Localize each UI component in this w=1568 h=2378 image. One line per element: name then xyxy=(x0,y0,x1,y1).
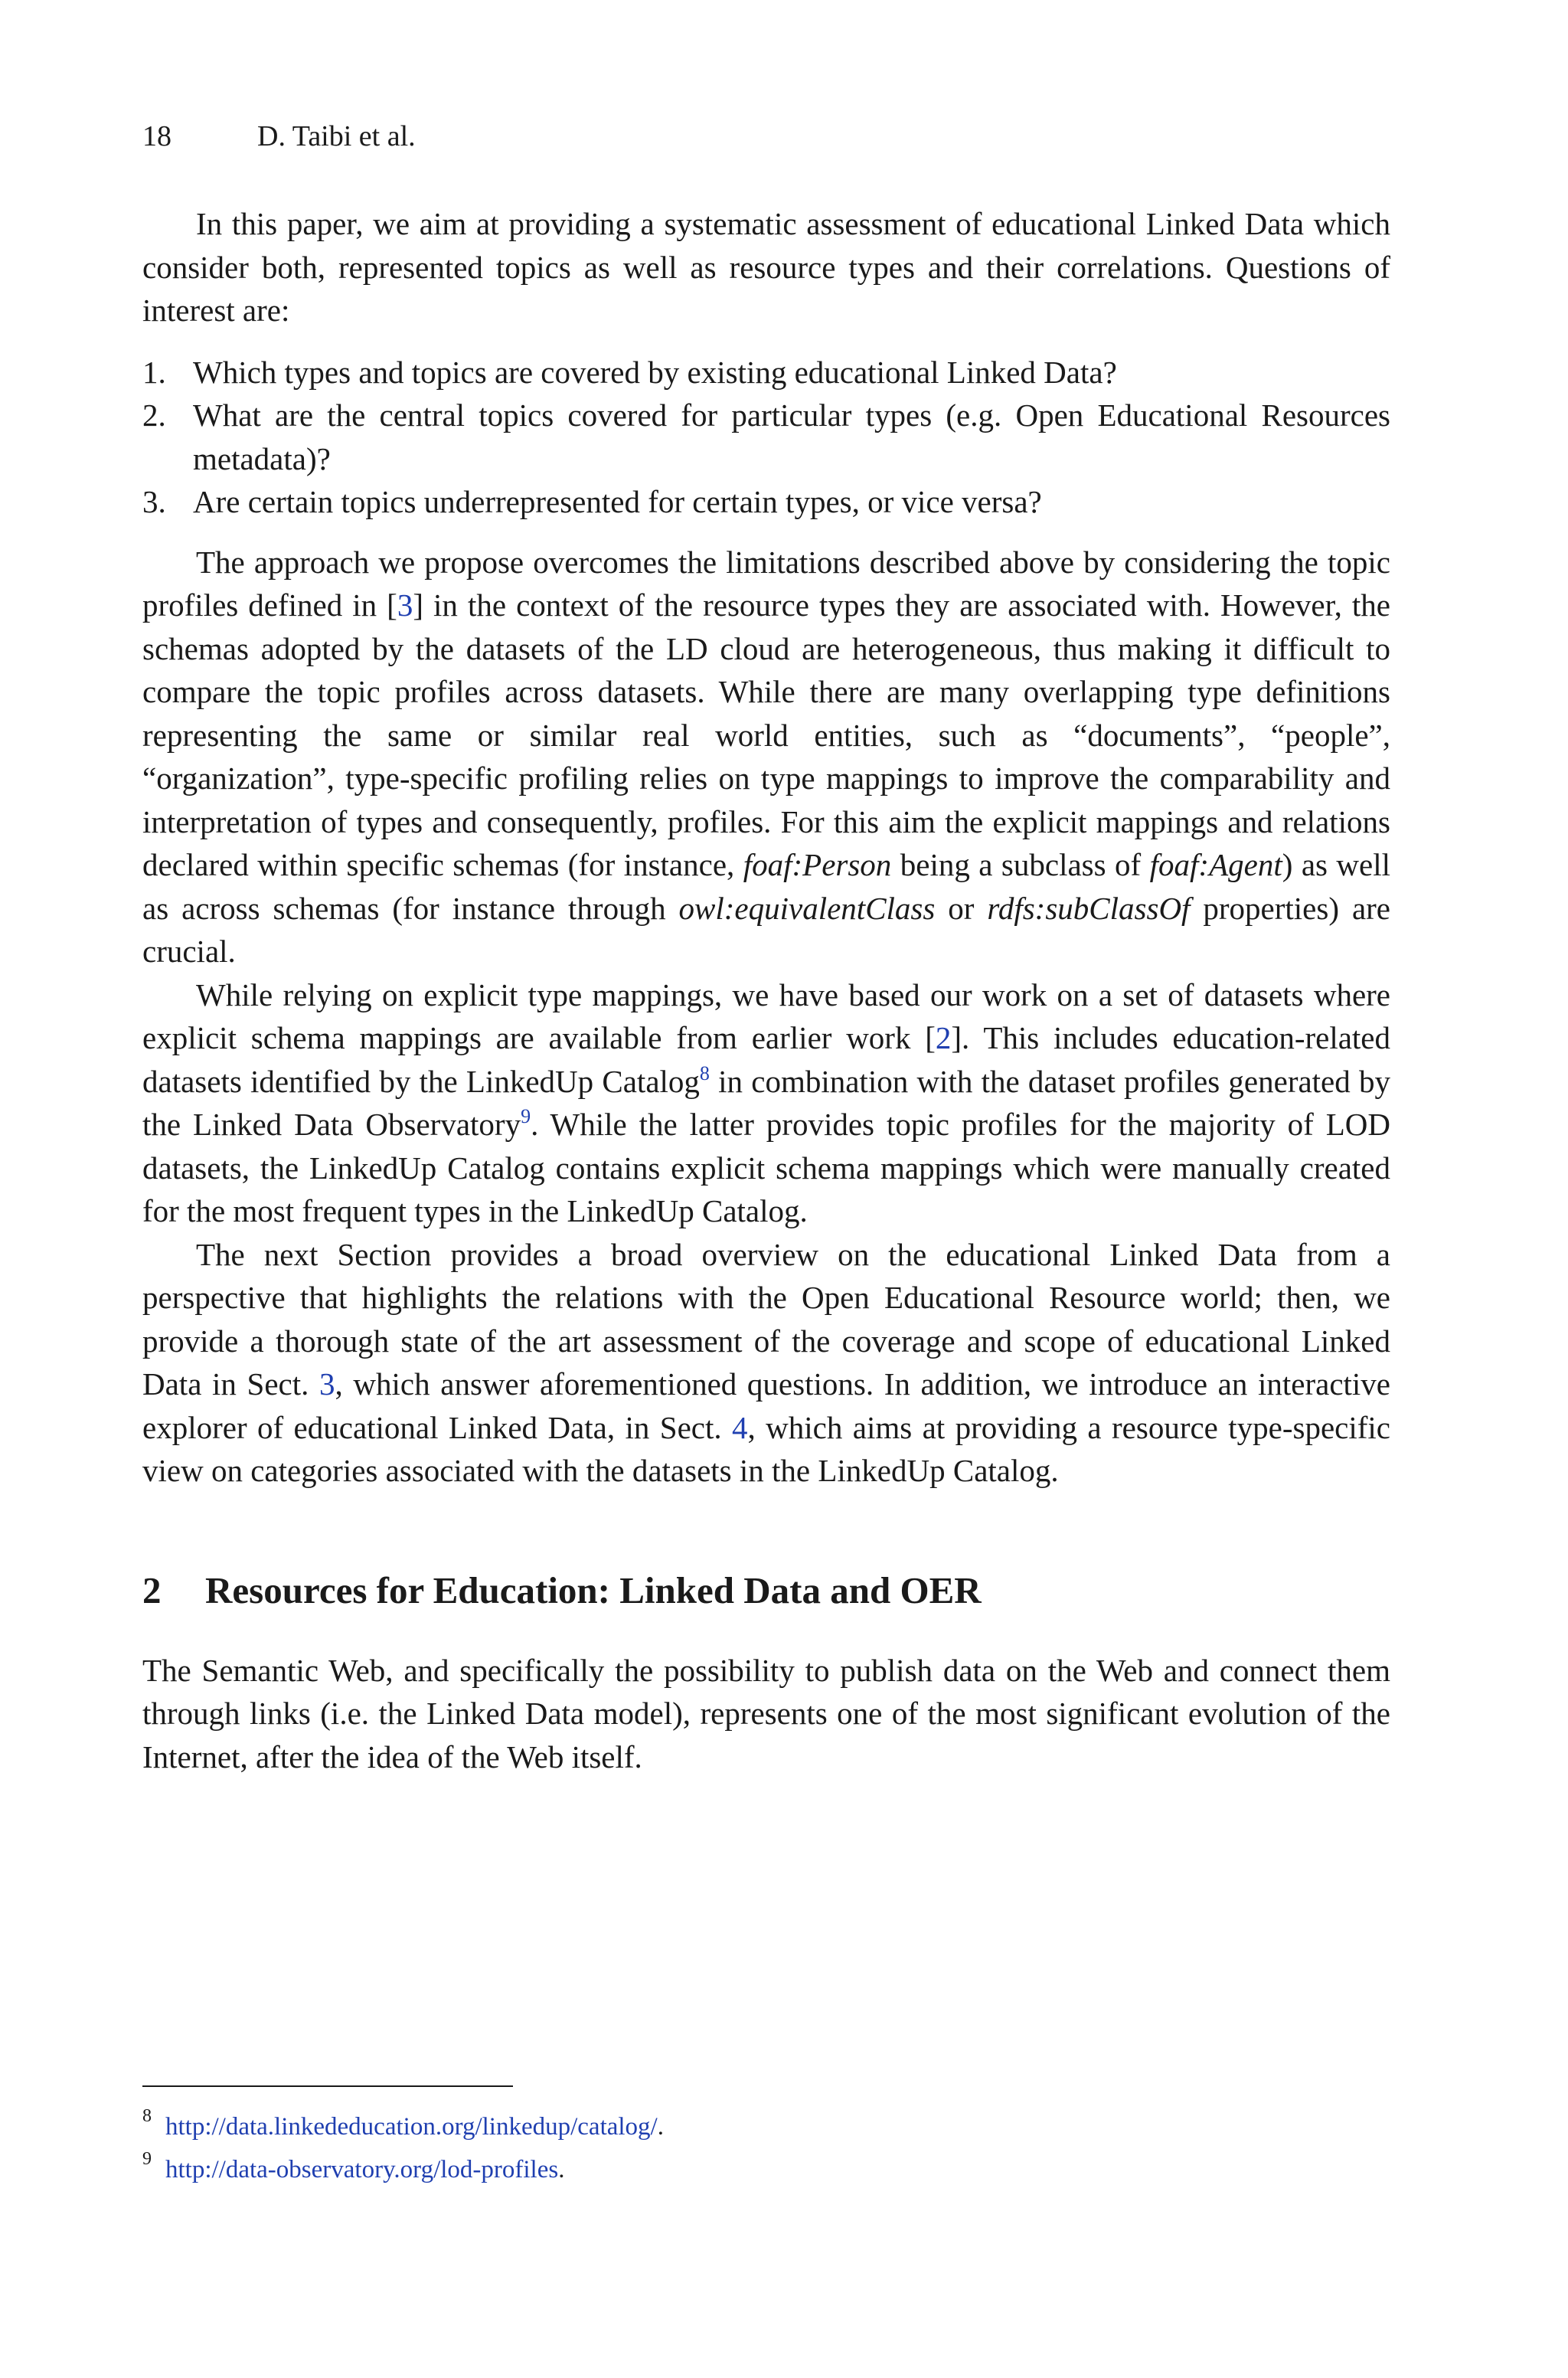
footnote-ref[interactable]: 9 xyxy=(521,1105,531,1127)
citation-link[interactable]: 2 xyxy=(935,1020,952,1055)
footnote-mark: 8 xyxy=(142,2106,152,2126)
section-number: 2 xyxy=(142,1568,162,1611)
mappings-paragraph: While relying on explicit type mappings, we have based our work on a set of datasets where explicit schema mappings are available from earlier work [2]. This includes education-related datasets identified by the LinkedUp Catalog$^8$ in combination with the dataset profiles generated by the Linked Data Observatory$^9$. While the latter provides topic profiles for the majority of LOD datasets, the LinkedUp Catalog contains explicit schema mappings which were manually created for the most frequent types in the LinkedUp Catalog. xyxy=(142,976,1390,1228)
footnote: 9 http://data-observatory.org/lod-profiles. xyxy=(142,2148,664,2191)
citation-link[interactable]: 3 xyxy=(397,587,413,623)
question-item: 2. What are the central topics covered for particular types (e.g. Open Educational Resources metadata)? xyxy=(142,397,1390,476)
questions-list xyxy=(142,351,1390,524)
footnote: 8 http://data.linkededucation.org/linkedup/catalog/. xyxy=(142,2105,664,2148)
footnote-ref[interactable]: 8 xyxy=(699,1061,710,1084)
page-number: 18 xyxy=(142,120,172,152)
running-head-authors: D. Taibi et al. xyxy=(257,120,416,152)
footnote-mark: 9 xyxy=(142,2149,152,2169)
running-header xyxy=(142,115,416,158)
footnote-link[interactable]: http://data.linkededucation.org/linkedup/catalog/ xyxy=(165,2113,658,2141)
section-link[interactable]: 4 xyxy=(732,1409,748,1445)
page-body xyxy=(142,202,1390,1778)
footnote-link[interactable]: http://data-observatory.org/lod-profiles xyxy=(165,2156,559,2183)
question-item: 3. Are certain topics underrepresented for certain types, or vice versa? xyxy=(142,484,1042,519)
intro-paragraph: In this paper, we aim at providing a systematic assessment of educational Linked Data which consider both, represented topics as well as resource types and their correlations. Questions of interest are: xyxy=(142,206,1390,328)
section-paragraph: The Semantic Web, and specifically the possibility to publish data on the Web and connect them through links (i.e. the Linked Data model), represents one of the most significant evolution of the Internet, after the idea of the Web itself. xyxy=(142,1652,1390,1775)
section-heading xyxy=(142,1568,1390,1614)
approach-paragraph: The approach we propose overcomes the limitations described above by considering the topic profiles defined in [3] in the context of the resource types they are associated with. However, the schemas adopted by the datasets of the LD cloud are heterogeneous, thus making it difficult to compare the topic profiles across datasets. While there are many overlapping type definitions representing the same or similar real world entities, such as “documents”, “people”, “organization”, type-specific profiling relies on type mappings to improve the comparability and interpretation of types and consequently, profiles. For this aim the explicit mappings and relations declared within specific schemas (for instance, foaf:Person being a subclass of foaf:Agent) as well as across schemas (for instance through owl:equivalentClass or rdfs:subClassOf properties) are crucial. xyxy=(142,544,1391,969)
question-item: 1. Which types and topics are covered by existing educational Linked Data? xyxy=(142,354,1117,390)
footnote-divider xyxy=(142,2085,513,2087)
section-title: Resources for Education: Linked Data and OER xyxy=(205,1568,982,1611)
footnotes xyxy=(142,2105,664,2191)
overview-paragraph: The next Section provides a broad overview on the educational Linked Data from a perspective that highlights the relations with the Open Educational Resource world; then, we provide a thorough state of the art assessment of the coverage and scope of educational Linked Data in Sect. 3, which answer aforementioned questions. In addition, we introduce an interactive explorer of educational Linked Data, in Sect. 4, which aims at providing a resource type-specific view on categories associated with the datasets in the LinkedUp Catalog. xyxy=(142,1236,1390,1488)
section-link[interactable]: 3 xyxy=(319,1366,335,1402)
